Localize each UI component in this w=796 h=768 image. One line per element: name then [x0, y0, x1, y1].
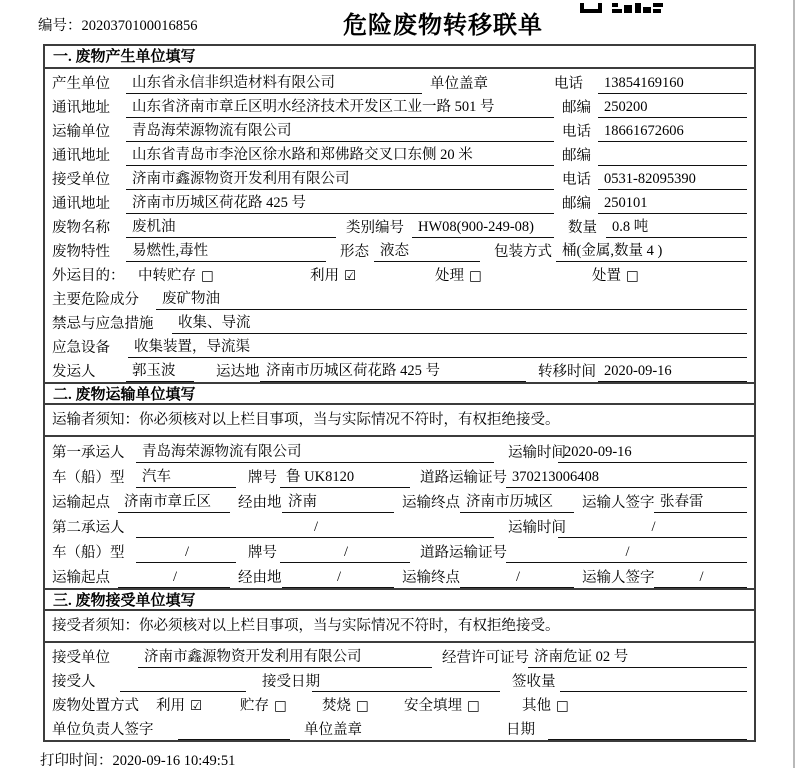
row-transporter	[52, 118, 747, 142]
carrier2-value: /	[136, 517, 494, 538]
transporter-phone-value: 18661672606	[598, 121, 747, 142]
section3-body	[45, 643, 754, 740]
plate2-value: /	[280, 542, 410, 563]
disposal-burn-label: 焚烧	[322, 698, 351, 714]
disposal-option-landfill	[404, 696, 522, 716]
receiver-addr-value: 济南市历城区荷花路 425 号	[126, 193, 554, 214]
row-purpose	[52, 262, 747, 286]
equipment-value: 收集装置，导流渠	[128, 337, 747, 358]
dest1-label: 运输终点	[402, 495, 460, 511]
waste-traits-value: 易燃性,毒性	[126, 241, 326, 262]
purpose-use-checkbox: ☑	[344, 268, 357, 284]
emergency-label: 禁忌与应急措施	[52, 316, 154, 332]
waste-qty-value: 0.8 吨	[606, 217, 747, 238]
disposal-store-label: 贮存	[240, 698, 269, 714]
row-producer-address	[52, 94, 747, 118]
disposal-label: 废物处置方式	[52, 698, 139, 714]
receiver-phone-value: 0531-82095390	[598, 169, 747, 190]
row-disposal-method	[52, 692, 747, 716]
waste-category-value: HW08(900-249-08)	[412, 217, 554, 238]
dest2-label: 运输终点	[402, 570, 460, 586]
row-vehicle1	[52, 463, 747, 488]
transporter-phone-label: 电话	[562, 124, 591, 140]
equipment-label: 应急设备	[52, 340, 110, 356]
transporter-value: 青岛海荣源物流有限公司	[126, 121, 554, 142]
transporter-notice: 运输者须知：你必须核对以上栏目事项，当与实际情况不符时，有权拒绝接受。	[45, 405, 754, 437]
row-transporter-address	[52, 142, 747, 166]
disposal-option-other	[522, 696, 569, 716]
origin1-value: 济南市章丘区	[118, 492, 230, 513]
via1-value: 济南	[282, 492, 394, 513]
transporter-zip-value	[598, 165, 747, 166]
print-time-label: 打印时间：	[40, 753, 113, 768]
serial-label: 编号：	[38, 18, 82, 34]
row-carrier2	[52, 513, 747, 538]
producer-phone-label: 电话	[554, 76, 583, 92]
producer-seal-label: 单位盖章	[430, 76, 488, 92]
sign2-value: /	[654, 567, 747, 588]
receiver-notice: 接受者须知：你必须核对以上栏目事项，当与实际情况不符时，有权拒绝接受。	[45, 611, 754, 643]
producer-label: 产生单位	[52, 76, 110, 92]
road-cert1-value: 370213006408	[506, 467, 747, 488]
carrier2-label: 第二承运人	[52, 520, 125, 536]
disposal-use-checkbox: ☑	[190, 698, 203, 714]
plate1-label: 牌号	[248, 470, 277, 486]
accept-unit-label: 接受单位	[52, 650, 110, 666]
row-emergency-measures	[52, 310, 747, 334]
plate1-value: 鲁 UK8120	[280, 467, 410, 488]
accept-unit-value: 济南市鑫源物资开发利用有限公司	[138, 647, 432, 668]
waste-qty-label: 数量	[568, 220, 597, 236]
row-receiver	[52, 166, 747, 190]
manager-sign-label: 单位负责人签字	[52, 722, 154, 738]
sign2-label: 运输人签字	[582, 570, 655, 586]
packing-label: 包装方式	[494, 244, 552, 260]
waste-form-value: 液态	[374, 241, 480, 262]
waste-name-value: 废机油	[126, 217, 336, 238]
accept-date-value	[312, 691, 500, 692]
hazard-label: 主要危险成分	[52, 292, 139, 308]
purpose-treat-checkbox: □	[469, 268, 482, 284]
purpose-option-dispose	[592, 266, 639, 286]
waste-name-label: 废物名称	[52, 220, 110, 236]
carrier2-time-value: /	[558, 517, 747, 538]
producer-addr-label: 通讯地址	[52, 100, 110, 116]
emergency-value: 收集、导流	[172, 313, 747, 334]
purpose-option-transfer	[138, 266, 310, 286]
section1-header: 一. 废物产生单位填写	[45, 46, 754, 69]
waste-form-label: 形态	[340, 244, 369, 260]
print-time	[40, 749, 235, 768]
dispatcher-label: 发运人	[52, 364, 96, 380]
purpose-option-use	[310, 266, 435, 286]
waste-traits-label: 废物特性	[52, 244, 110, 260]
disposal-store-checkbox: □	[274, 698, 287, 714]
row-unit-sign	[52, 716, 747, 740]
carrier1-time-value: 2020-09-16	[558, 442, 747, 463]
carrier1-time-label: 运输时间	[508, 445, 566, 461]
sign-date-label: 日期	[506, 722, 535, 738]
receiver-phone-label: 电话	[562, 172, 591, 188]
destination-label: 运达地	[216, 364, 260, 380]
carrier1-label: 第一承运人	[52, 445, 125, 461]
producer-phone-value: 13854169160	[598, 73, 747, 94]
purpose-label: 外运目的：	[52, 268, 125, 284]
sign1-label: 运输人签字	[582, 495, 655, 511]
road-cert1-label: 道路运输证号	[420, 470, 507, 486]
packing-value: 桶(金属,数量 4 )	[556, 241, 747, 262]
dest1-value: 济南市历城区	[460, 492, 574, 513]
producer-value: 山东省永信非织造材料有限公司	[126, 73, 422, 94]
row-producer	[52, 70, 747, 94]
road-cert2-label: 道路运输证号	[420, 545, 507, 561]
sign1-value: 张春雷	[654, 492, 747, 513]
row-vehicle2	[52, 538, 747, 563]
plate2-label: 牌号	[248, 545, 277, 561]
via2-value: /	[282, 567, 394, 588]
receiver-zip-value: 250101	[598, 193, 747, 214]
vehicle2-label: 车（船）型	[52, 545, 125, 561]
page-title: 危险废物转移联单	[343, 13, 543, 39]
disposal-other-checkbox: □	[556, 698, 569, 714]
section3-header: 三. 废物接受单位填写	[45, 588, 754, 611]
row-route1	[52, 488, 747, 513]
transporter-addr-value: 山东省青岛市李沧区徐水路和郑佛路交叉口东侧 20 米	[126, 145, 554, 166]
disposal-burn-checkbox: □	[356, 698, 369, 714]
origin1-label: 运输起点	[52, 495, 110, 511]
serial-value: 2020370100016856	[81, 18, 198, 34]
road-cert2-value: /	[506, 542, 747, 563]
section1-body	[45, 69, 754, 382]
disposal-option-store	[240, 696, 322, 716]
waste-category-label: 类别编号	[346, 220, 404, 236]
hazard-value: 废矿物油	[156, 289, 747, 310]
vehicle1-label: 车（船）型	[52, 470, 125, 486]
disposal-option-use	[156, 696, 240, 716]
received-qty-label: 签收量	[512, 674, 556, 690]
purpose-option-transfer-label: 中转贮存	[138, 268, 196, 284]
producer-zip-value: 250200	[598, 97, 747, 118]
origin2-label: 运输起点	[52, 570, 110, 586]
disposal-landfill-label: 安全填埋	[404, 698, 462, 714]
vehicle2-value: /	[136, 542, 236, 563]
sign-date-value	[548, 739, 747, 740]
transfer-time-value: 2020-09-16	[598, 361, 747, 382]
purpose-option-dispose-label: 处置	[592, 268, 621, 284]
transfer-time-label: 转移时间	[538, 364, 596, 380]
carrier2-time-label: 运输时间	[508, 520, 566, 536]
disposal-option-burn	[322, 696, 404, 716]
purpose-option-treat	[435, 266, 592, 286]
dispatcher-value: 郭玉波	[126, 361, 194, 382]
transporter-zip-label: 邮编	[562, 148, 591, 164]
transfer-form-table	[43, 44, 756, 742]
destination-value: 济南市历城区荷花路 425 号	[260, 361, 526, 382]
producer-addr-value: 山东省济南市章丘区明水经济技术开发区工业一路 501 号	[126, 97, 554, 118]
row-waste-traits	[52, 238, 747, 262]
producer-zip-label: 邮编	[562, 100, 591, 116]
row-carrier1	[52, 438, 747, 463]
receiver-value: 济南市鑫源物资开发利用有限公司	[126, 169, 554, 190]
disposal-other-label: 其他	[522, 698, 551, 714]
purpose-transfer-checkbox: □	[201, 268, 214, 284]
via2-label: 经由地	[238, 570, 282, 586]
accept-date-label: 接受日期	[262, 674, 320, 690]
license-label: 经营许可证号	[442, 650, 529, 666]
qr-code-fragment	[578, 0, 666, 10]
dest2-value: /	[460, 567, 574, 588]
carrier1-value: 青岛海荣源物流有限公司	[136, 442, 494, 463]
row-route2	[52, 563, 747, 588]
print-time-value: 2020-09-16 10:49:51	[112, 753, 236, 768]
row-hazard-component	[52, 286, 747, 310]
vehicle1-value: 汽车	[136, 467, 236, 488]
receiver-addr-label: 通讯地址	[52, 196, 110, 212]
acceptor-label: 接受人	[52, 674, 96, 690]
row-acceptor	[52, 668, 747, 692]
section2-header: 二. 废物运输单位填写	[45, 382, 754, 405]
acceptor-value	[120, 691, 246, 692]
manager-sign-value	[178, 739, 290, 740]
row-dispatch	[52, 358, 747, 382]
row-waste-name	[52, 214, 747, 238]
disposal-landfill-checkbox: □	[467, 698, 480, 714]
transporter-label: 运输单位	[52, 124, 110, 140]
purpose-option-treat-label: 处理	[435, 268, 464, 284]
receiver-zip-label: 邮编	[562, 196, 591, 212]
section2-body	[45, 437, 754, 588]
received-qty-value	[560, 691, 747, 692]
row-accept-unit	[52, 644, 747, 668]
unit-seal-label: 单位盖章	[304, 722, 362, 738]
receiver-label: 接受单位	[52, 172, 110, 188]
row-receiver-address	[52, 190, 747, 214]
disposal-use-label: 利用	[156, 698, 185, 714]
purpose-dispose-checkbox: □	[626, 268, 639, 284]
row-emergency-equipment	[52, 334, 747, 358]
transporter-addr-label: 通讯地址	[52, 148, 110, 164]
origin2-value: /	[118, 567, 230, 588]
purpose-option-use-label: 利用	[310, 268, 339, 284]
via1-label: 经由地	[238, 495, 282, 511]
license-value: 济南危证 02 号	[528, 647, 747, 668]
window-edge	[793, 0, 795, 768]
